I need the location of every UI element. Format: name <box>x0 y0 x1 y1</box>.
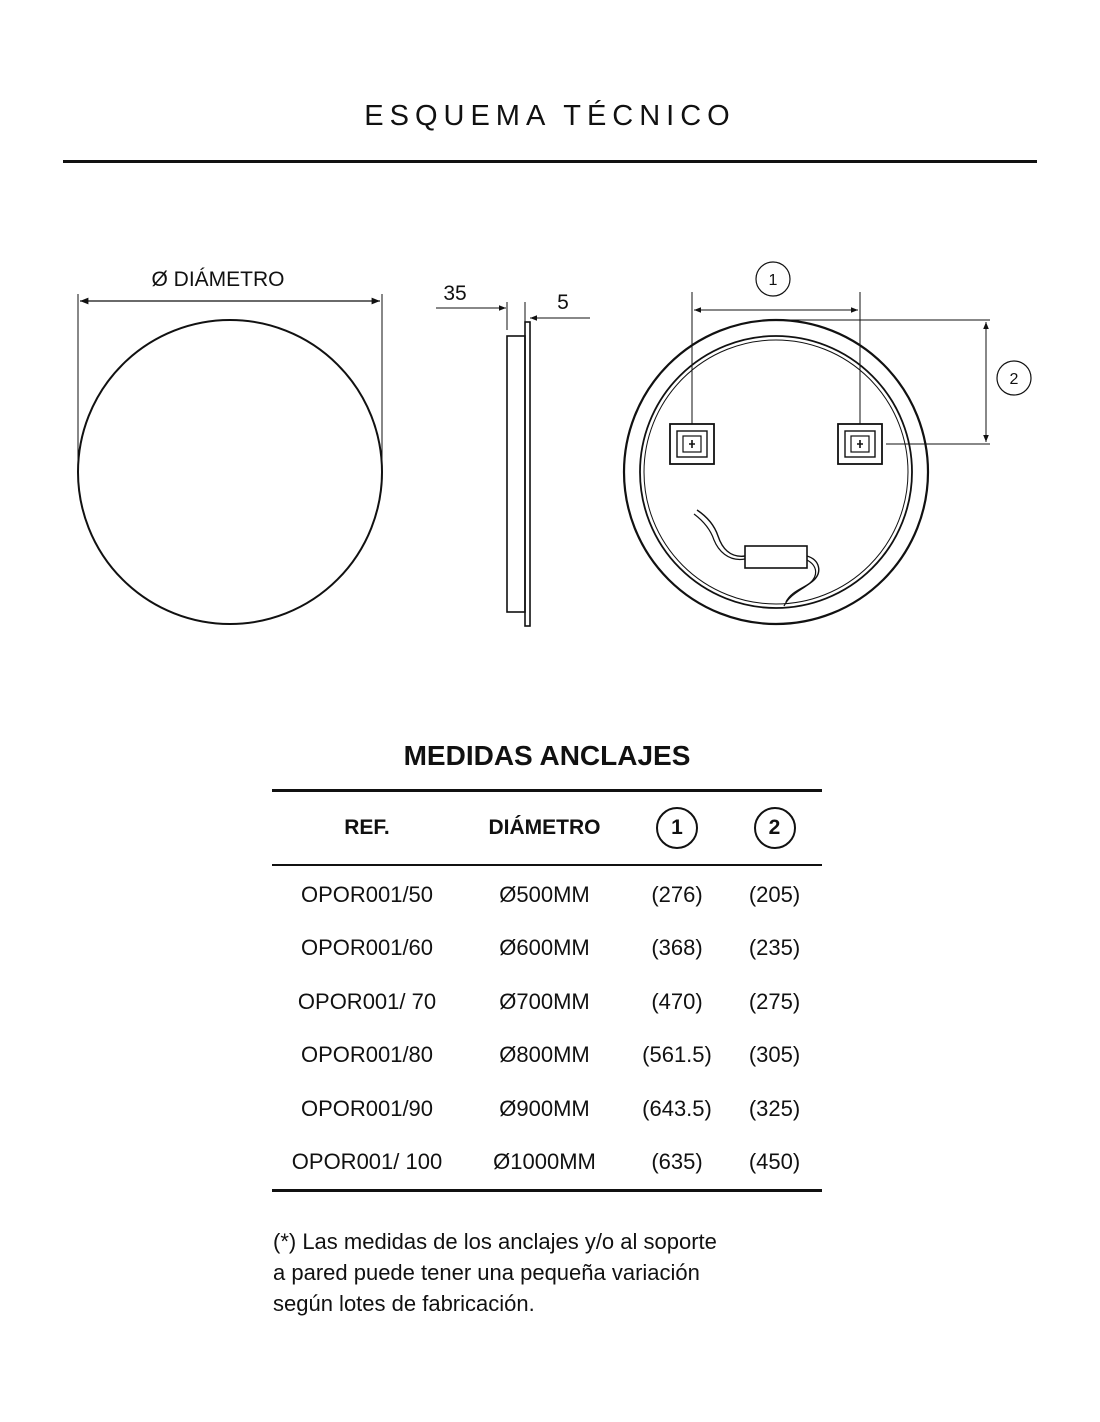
header-measure-1 <box>627 791 727 866</box>
cell-diameter: Ø1000MM <box>493 1149 596 1175</box>
glass-thickness-label: 5 <box>557 291 569 314</box>
header-measure-2-badge: 2 <box>754 807 796 849</box>
cell-diameter: Ø600MM <box>499 935 590 961</box>
callout-2-number: 2 <box>1009 371 1019 388</box>
header-diameter: DIÁMETRO <box>488 816 601 839</box>
cell-measure-2: (205) <box>748 881 801 907</box>
header-measure-2 <box>727 791 822 866</box>
table-row <box>272 922 822 976</box>
cell-measure-2: (235) <box>748 935 801 961</box>
table-row <box>272 1136 822 1191</box>
thickness-label: 35 <box>443 282 467 305</box>
footnote-line: a pared puede tener una pequeña variación <box>273 1260 700 1285</box>
cell-measure-1: (368) <box>651 935 703 961</box>
anchor-bracket-left <box>670 424 714 464</box>
callout-1-number: 1 <box>768 272 778 289</box>
cell-ref: OPOR001/50 <box>300 881 434 907</box>
diameter-label: Ø DIÁMETRO <box>151 268 285 291</box>
cell-measure-2: (450) <box>748 1149 801 1175</box>
table-row <box>272 1082 822 1136</box>
table-title: MEDIDAS ANCLAJES <box>403 740 691 771</box>
cell-diameter: Ø800MM <box>499 1042 590 1068</box>
anchors-table <box>272 789 822 1192</box>
table-row <box>272 865 822 922</box>
footnote-line: (*) Las medidas de los anclajes y/o al soporte <box>273 1229 717 1254</box>
cell-ref: OPOR001/80 <box>300 1042 434 1068</box>
technical-drawing <box>0 0 1100 700</box>
cell-ref: OPOR001/90 <box>300 1095 434 1121</box>
front-view <box>78 268 382 624</box>
cell-measure-1: (561.5) <box>642 1042 712 1068</box>
mirror-front-circle <box>78 320 382 624</box>
cell-diameter: Ø700MM <box>499 988 590 1014</box>
back-view <box>624 262 1031 624</box>
cell-measure-1: (470) <box>651 988 703 1014</box>
page-title: ESQUEMA TÉCNICO <box>364 100 736 132</box>
footnote-line: según lotes de fabricación. <box>273 1291 535 1316</box>
cell-diameter: Ø500MM <box>499 881 590 907</box>
table-row <box>272 1029 822 1083</box>
header-measure-1-badge: 1 <box>656 807 698 849</box>
cell-measure-2: (325) <box>748 1095 801 1121</box>
table-row <box>272 975 822 1029</box>
cell-measure-1: (643.5) <box>642 1095 712 1121</box>
anchor-bracket-right <box>838 424 882 464</box>
mirror-back-outer-circle <box>624 320 928 624</box>
cell-measure-1: (635) <box>651 1149 703 1175</box>
cell-ref: OPOR001/60 <box>300 935 434 961</box>
header-ref: REF. <box>344 816 390 839</box>
footnote <box>273 1226 813 1319</box>
cell-diameter: Ø900MM <box>499 1095 590 1121</box>
anchors-table-container <box>272 789 822 1192</box>
cell-measure-1: (276) <box>651 881 703 907</box>
side-view <box>436 282 590 626</box>
mirror-frame-body <box>507 336 525 612</box>
cell-measure-2: (305) <box>748 1042 801 1068</box>
table-header-row <box>272 791 822 866</box>
cell-ref: OPOR001/ 100 <box>291 1149 443 1175</box>
cell-ref: OPOR001/ 70 <box>297 988 437 1014</box>
cell-measure-2: (275) <box>748 988 801 1014</box>
